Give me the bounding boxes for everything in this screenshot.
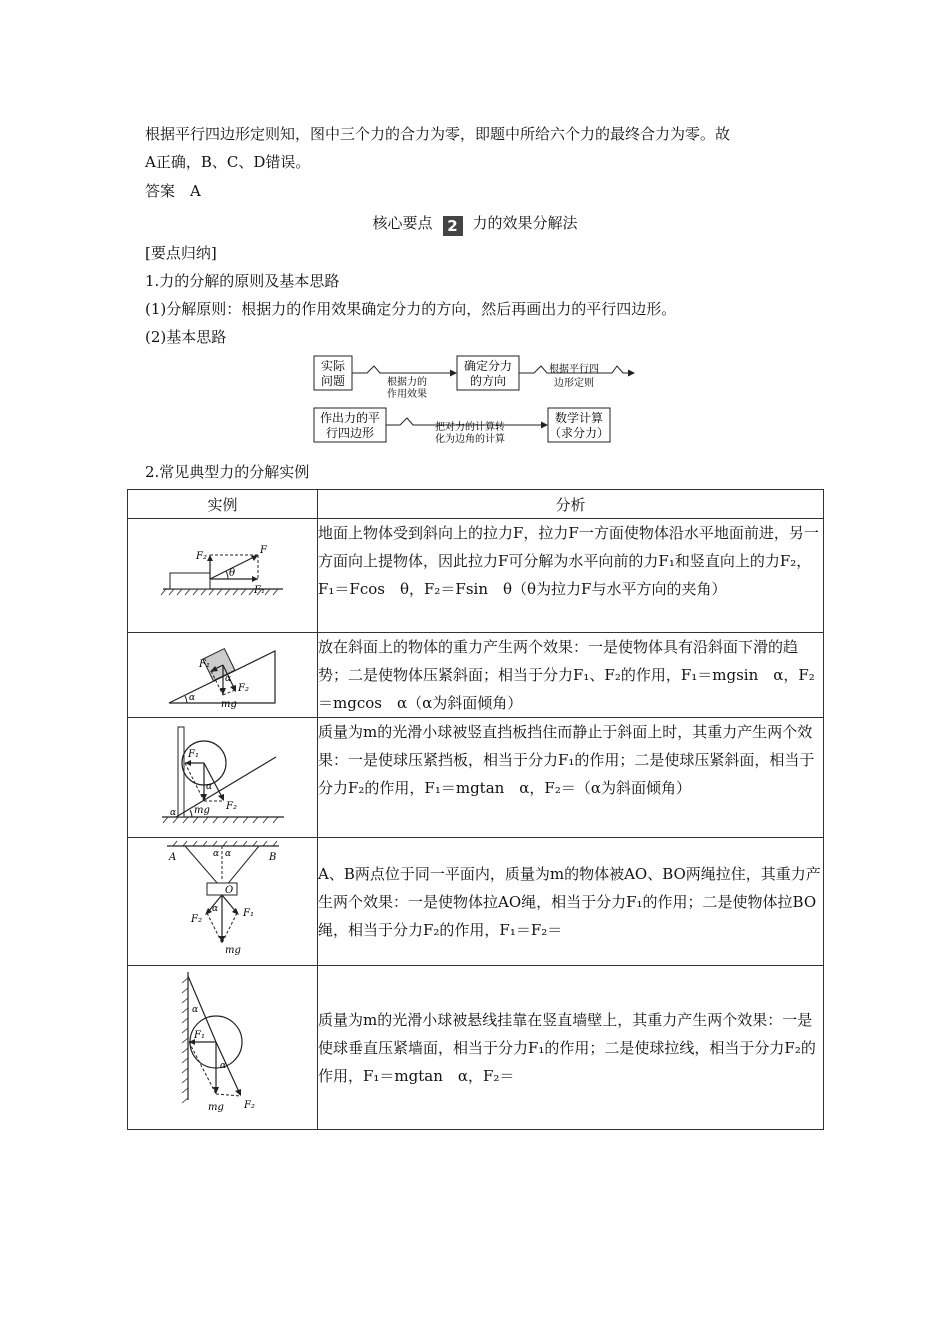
figure-ball-board-incline — [158, 721, 288, 831]
section-heading — [0, 212, 950, 236]
svg-text:O: O — [224, 884, 233, 896]
flowchart — [312, 352, 642, 446]
svg-text:F₁: F₁ — [187, 748, 199, 760]
svg-text:F₂: F₂ — [195, 550, 207, 562]
svg-text:A: A — [168, 851, 176, 863]
flow-arrow-convert-calculation — [386, 418, 547, 445]
svg-text:α: α — [188, 693, 195, 703]
figure-pulled-block — [158, 539, 288, 609]
svg-text:边形定则: 边形定则 — [554, 378, 594, 389]
answer-line: 答案 A — [145, 182, 201, 200]
examples-table — [127, 489, 824, 1130]
svg-text:实际: 实际 — [320, 359, 346, 373]
svg-text:α: α — [224, 674, 231, 684]
flow-box-component-directions — [457, 356, 519, 390]
svg-text:θ: θ — [228, 567, 235, 579]
header-example: 实例 — [128, 490, 318, 519]
section-prefix: 核心要点 — [372, 214, 433, 232]
summary-basic-idea: (2)基本思路 — [145, 328, 227, 346]
section-title: 力的效果分解法 — [472, 214, 578, 232]
svg-text:根据平行四: 根据平行四 — [549, 364, 599, 375]
table-row — [128, 519, 824, 633]
svg-text:F₂: F₂ — [237, 683, 249, 694]
table-row — [128, 633, 824, 718]
svg-text:α: α — [191, 1004, 198, 1015]
summary-principle: (1)分解原则：根据力的作用效果确定分力的方向，然后再画出力的平行四边形。 — [145, 300, 677, 318]
analysis-ball-board-incline: 质量为m的光滑小球被竖直挡板挡住而静止于斜面上时，其重力产生两个效果：一是使球压紧挡板，相当于分力F₁的作用；二是使球压紧斜面，相当于分力F₂的作用，F₁＝mgtan α，F₂＝（α为斜面倾角） — [318, 718, 824, 838]
svg-text:F₁: F₁ — [198, 659, 210, 670]
svg-text:F₂: F₂ — [190, 913, 202, 925]
table-header-row — [128, 490, 824, 519]
svg-text:α: α — [211, 903, 218, 914]
flow-arrow-parallelogram-rule — [519, 362, 634, 389]
table-row — [128, 966, 824, 1130]
svg-text:把对力的计算转: 把对力的计算转 — [435, 422, 505, 433]
svg-text:α: α — [212, 848, 219, 859]
svg-text:F₁: F₁ — [242, 907, 254, 919]
svg-text:mg: mg — [207, 1101, 224, 1113]
table-row — [128, 838, 824, 966]
svg-text:α: α — [169, 807, 176, 818]
flow-arrow-by-effect — [352, 366, 456, 400]
section-number-badge: 2 — [443, 216, 463, 236]
examples-heading: 2.常见典型力的分解实例 — [145, 463, 310, 481]
svg-text:根据力的: 根据力的 — [387, 377, 427, 388]
analysis-two-rope-suspension: A、B两点位于同一平面内，质量为m的物体被AO、BO两绳拉住，其重力产生两个效果：一是使物体拉AO绳，相当于分力F₁的作用；二是使物体拉BO绳，相当于分力F₂的作用，F₁＝F₂＝ — [318, 838, 824, 966]
header-analysis: 分析 — [318, 490, 824, 519]
svg-text:mg: mg — [220, 699, 237, 710]
svg-text:F₁: F₁ — [253, 584, 265, 596]
svg-text:问题: 问题 — [320, 374, 346, 388]
figure-two-rope-suspension — [163, 840, 283, 960]
flow-box-math-calculation — [548, 408, 610, 442]
analysis-pulled-block: 地面上物体受到斜向上的拉力F，拉力F一方面使物体沿水平地面前进，另一方面向上提物体，因此拉力F可分解为水平向前的力F₁和竖直向上的力F₂，F₁＝Fcos θ，F₂＝Fsin θ（θ为拉力F与水平方向的夹角） — [318, 519, 824, 633]
svg-text:B: B — [268, 851, 276, 863]
intro-line-1: 根据平行四边形定则知，图中三个力的合力为零，即题中所给六个力的最终合力为零。故 — [145, 125, 731, 143]
analysis-block-on-incline: 放在斜面上的物体的重力产生两个效果：一是使物体具有沿斜面下滑的趋势；二是使物体压紧斜面；相当于分力F₁、F₂的作用，F₁＝mgsin α，F₂＝mgcos α（α为斜面倾角） — [318, 633, 824, 718]
svg-text:mg: mg — [193, 804, 210, 816]
summary-label: [要点归纳] — [145, 244, 217, 262]
summary-heading-1: 1.力的分解的原则及基本思路 — [145, 272, 340, 290]
svg-text:（求分力）: （求分力） — [548, 426, 610, 440]
svg-text:F₂: F₂ — [243, 1099, 255, 1111]
svg-text:作出力的平: 作出力的平 — [319, 411, 381, 425]
intro-line-2: A正确，B、C、D错误。 — [145, 153, 311, 171]
svg-text:的方向: 的方向 — [469, 374, 507, 388]
figure-ball-hung-on-wall — [168, 968, 278, 1124]
flow-box-practical-problem — [314, 356, 352, 390]
svg-text:化为边角的计算: 化为边角的计算 — [435, 434, 505, 445]
svg-text:作用效果: 作用效果 — [387, 389, 427, 400]
figure-block-on-incline — [163, 635, 283, 711]
svg-text:mg: mg — [224, 944, 241, 956]
analysis-ball-hung-on-wall: 质量为m的光滑小球被悬线挂靠在竖直墙壁上，其重力产生两个效果：一是使球垂直压紧墙面，相当于分力F₁的作用；二是使球拉线，相当于分力F₂的作用，F₁＝mgtan α，F₂＝ — [318, 966, 824, 1130]
svg-text:行四边形: 行四边形 — [325, 426, 375, 440]
flow-box-draw-parallelogram — [314, 408, 386, 442]
svg-text:α: α — [224, 848, 231, 859]
svg-text:数学计算: 数学计算 — [554, 411, 604, 425]
svg-text:F₂: F₂ — [225, 800, 237, 812]
table-row — [128, 718, 824, 838]
svg-text:α: α — [219, 1060, 226, 1071]
svg-text:F: F — [259, 544, 267, 556]
svg-text:α: α — [205, 781, 212, 792]
svg-text:确定分力: 确定分力 — [463, 359, 513, 373]
svg-text:F₁: F₁ — [193, 1029, 205, 1041]
